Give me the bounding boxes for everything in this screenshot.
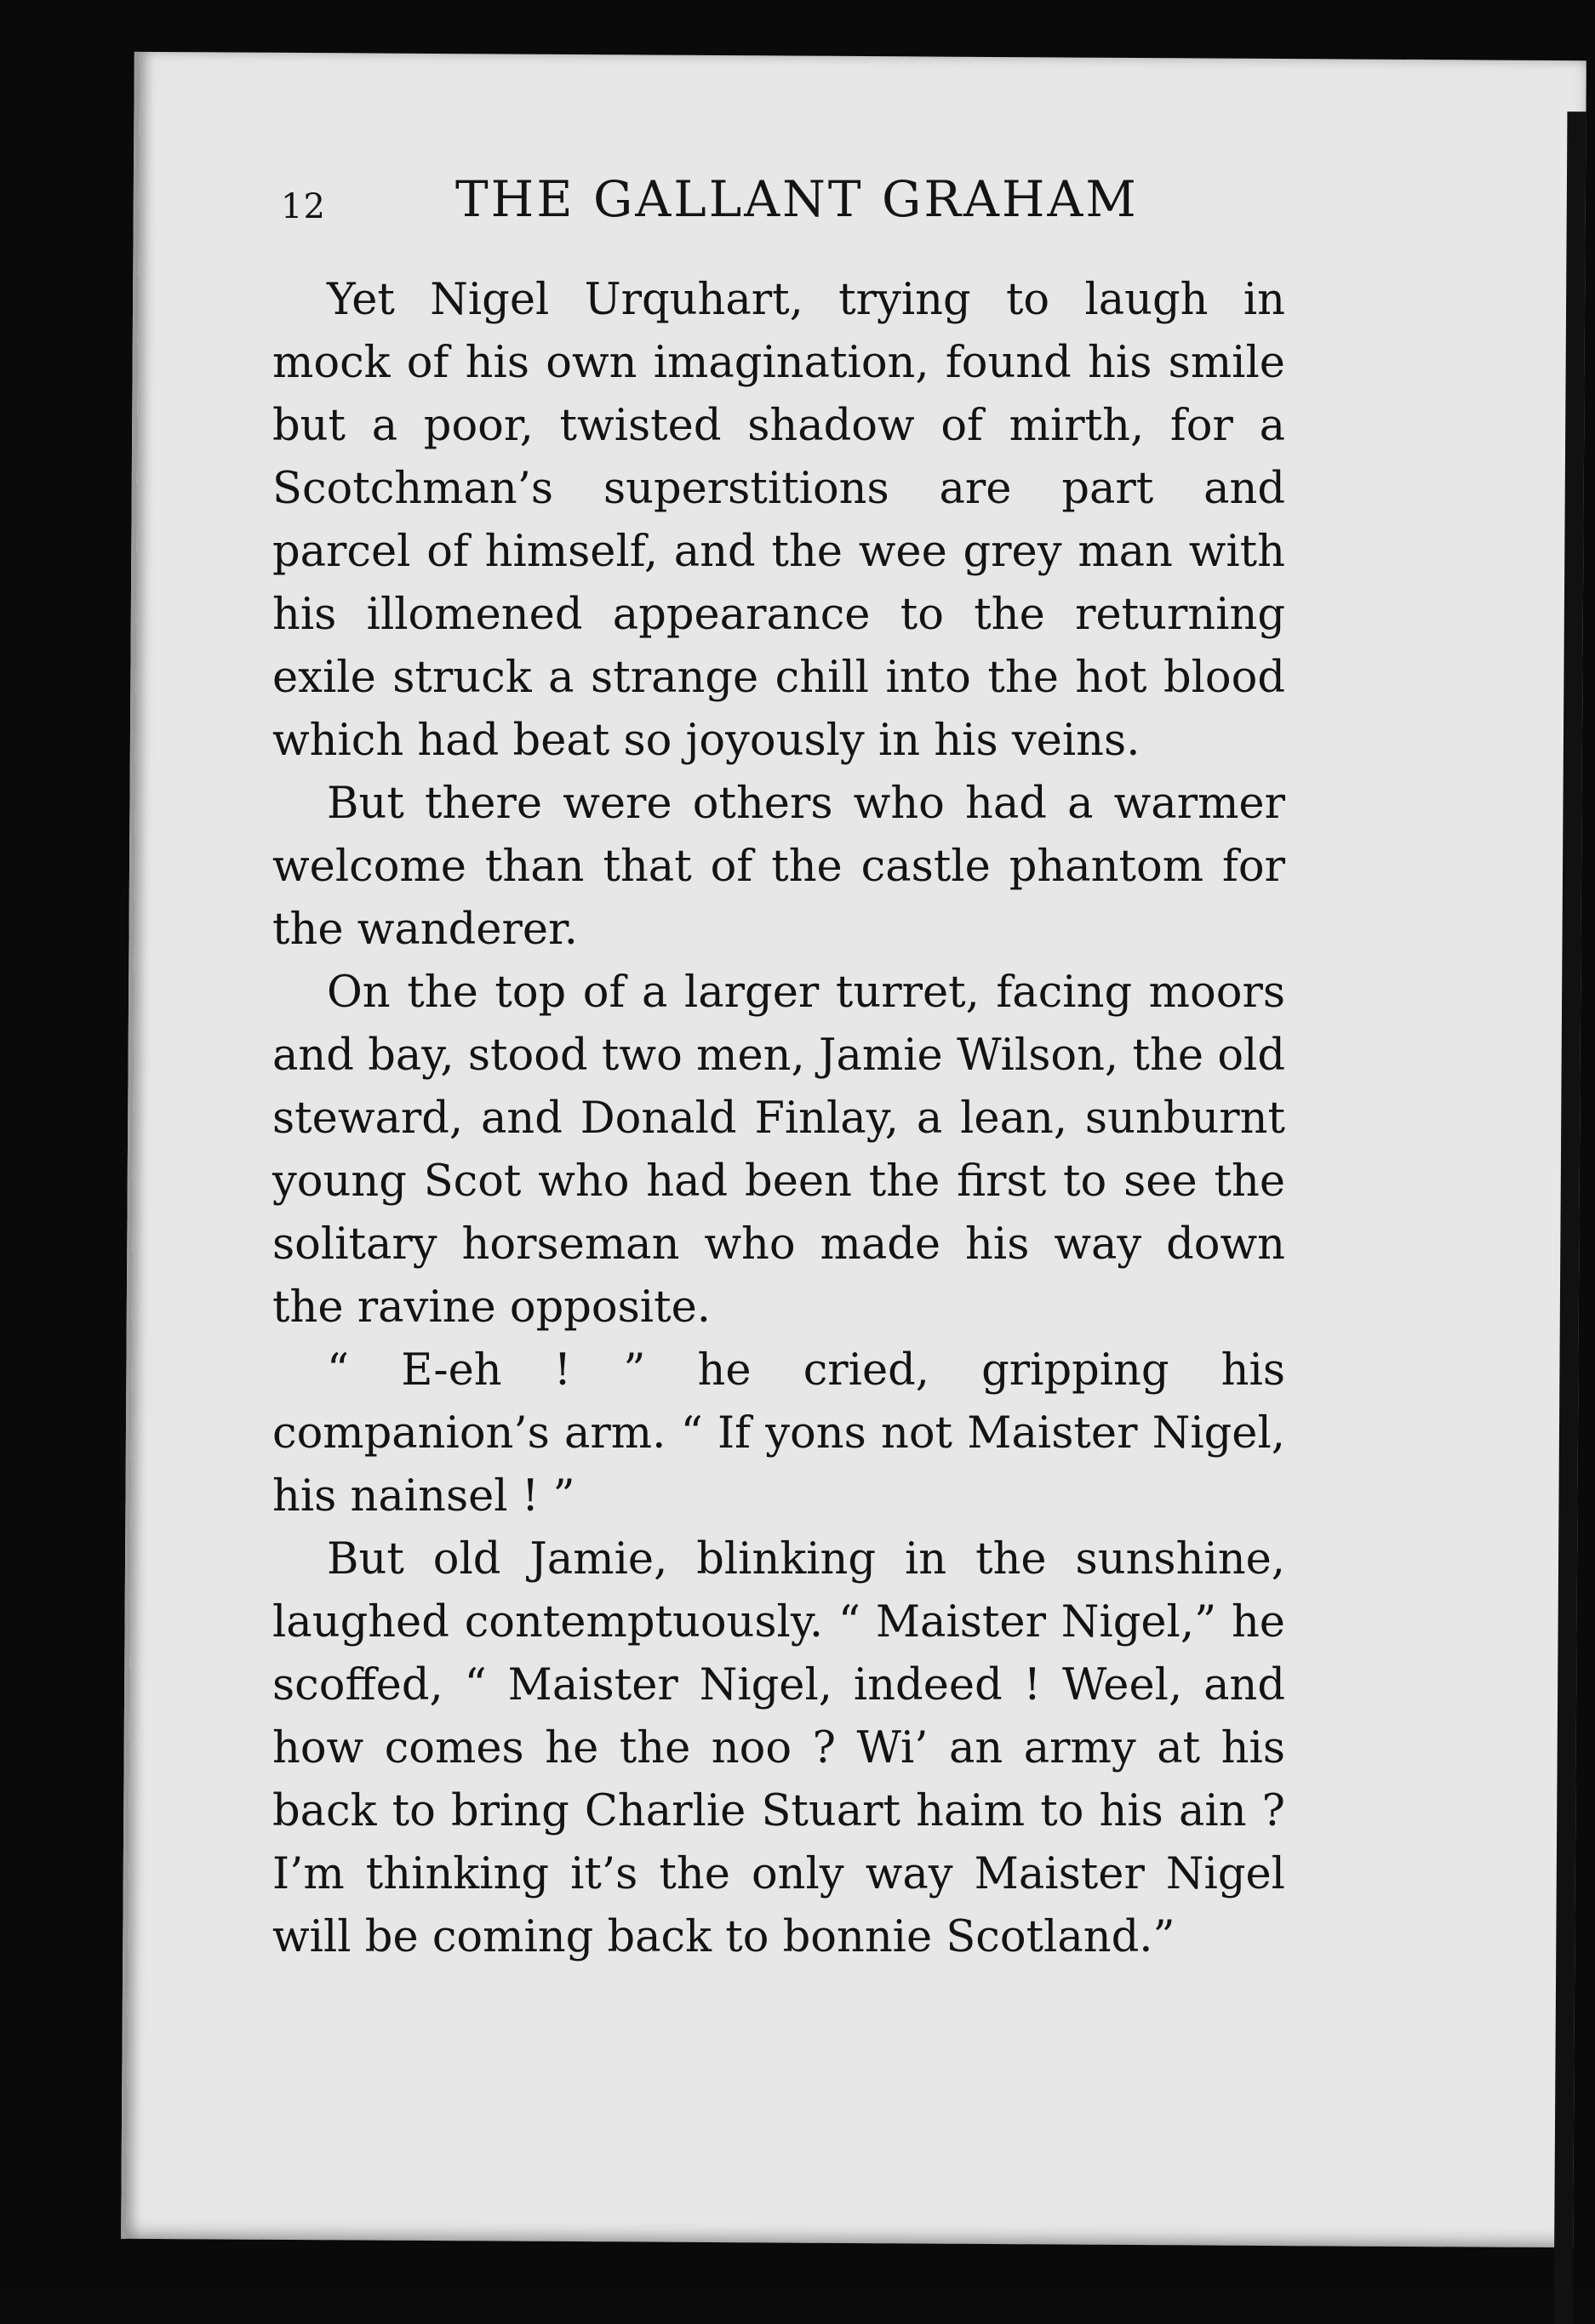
body-text [272, 269, 1285, 1969]
paragraph: But old Jamie, blinking in the sunshine, laughed contemptuously. “ Maister Nigel,” he scoffed, “ Maister Nigel, indeed ! Weel, and how comes he the noo ? Wi’ an army at his back to bring Charlie Stuart haim to his ain ? I’m thinking it’s the only way Maister Nigel will be coming back to bonnie Scotland.” [272, 1534, 1285, 1962]
page-shadow-edge [1554, 111, 1586, 2324]
paragraph: “ E-eh ! ” he cried, gripping his companion’s arm. “ If yons not Maister Nigel, his nainsel ! ” [272, 1345, 1285, 1522]
page-number: 12 [281, 187, 326, 226]
book-title: THE GALLANT GRAHAM [455, 170, 1139, 228]
paragraph: But there were others who had a warmer welcome than that of the castle phantom for the wanderer. [272, 779, 1285, 955]
paragraph: Yet Nigel Urquhart, trying to laugh in mock of his own imagination, found his smile but a poor, twisted shadow of mirth, for a Scotchman’s superstitions are part and parcel of himself, and the wee grey man with his illomened appearance to the returning exile struck a strange chill into the hot blood which had beat so joyously in his veins. [272, 275, 1285, 766]
paragraph: On the top of a larger turret, facing moors and bay, stood two men, Jamie Wilson, the old steward, and Donald Finlay, a lean, sunburnt young Scot who had been the first to see the solitary horseman who made his way down the ravine opposite. [272, 968, 1285, 1333]
running-head [281, 170, 1217, 247]
